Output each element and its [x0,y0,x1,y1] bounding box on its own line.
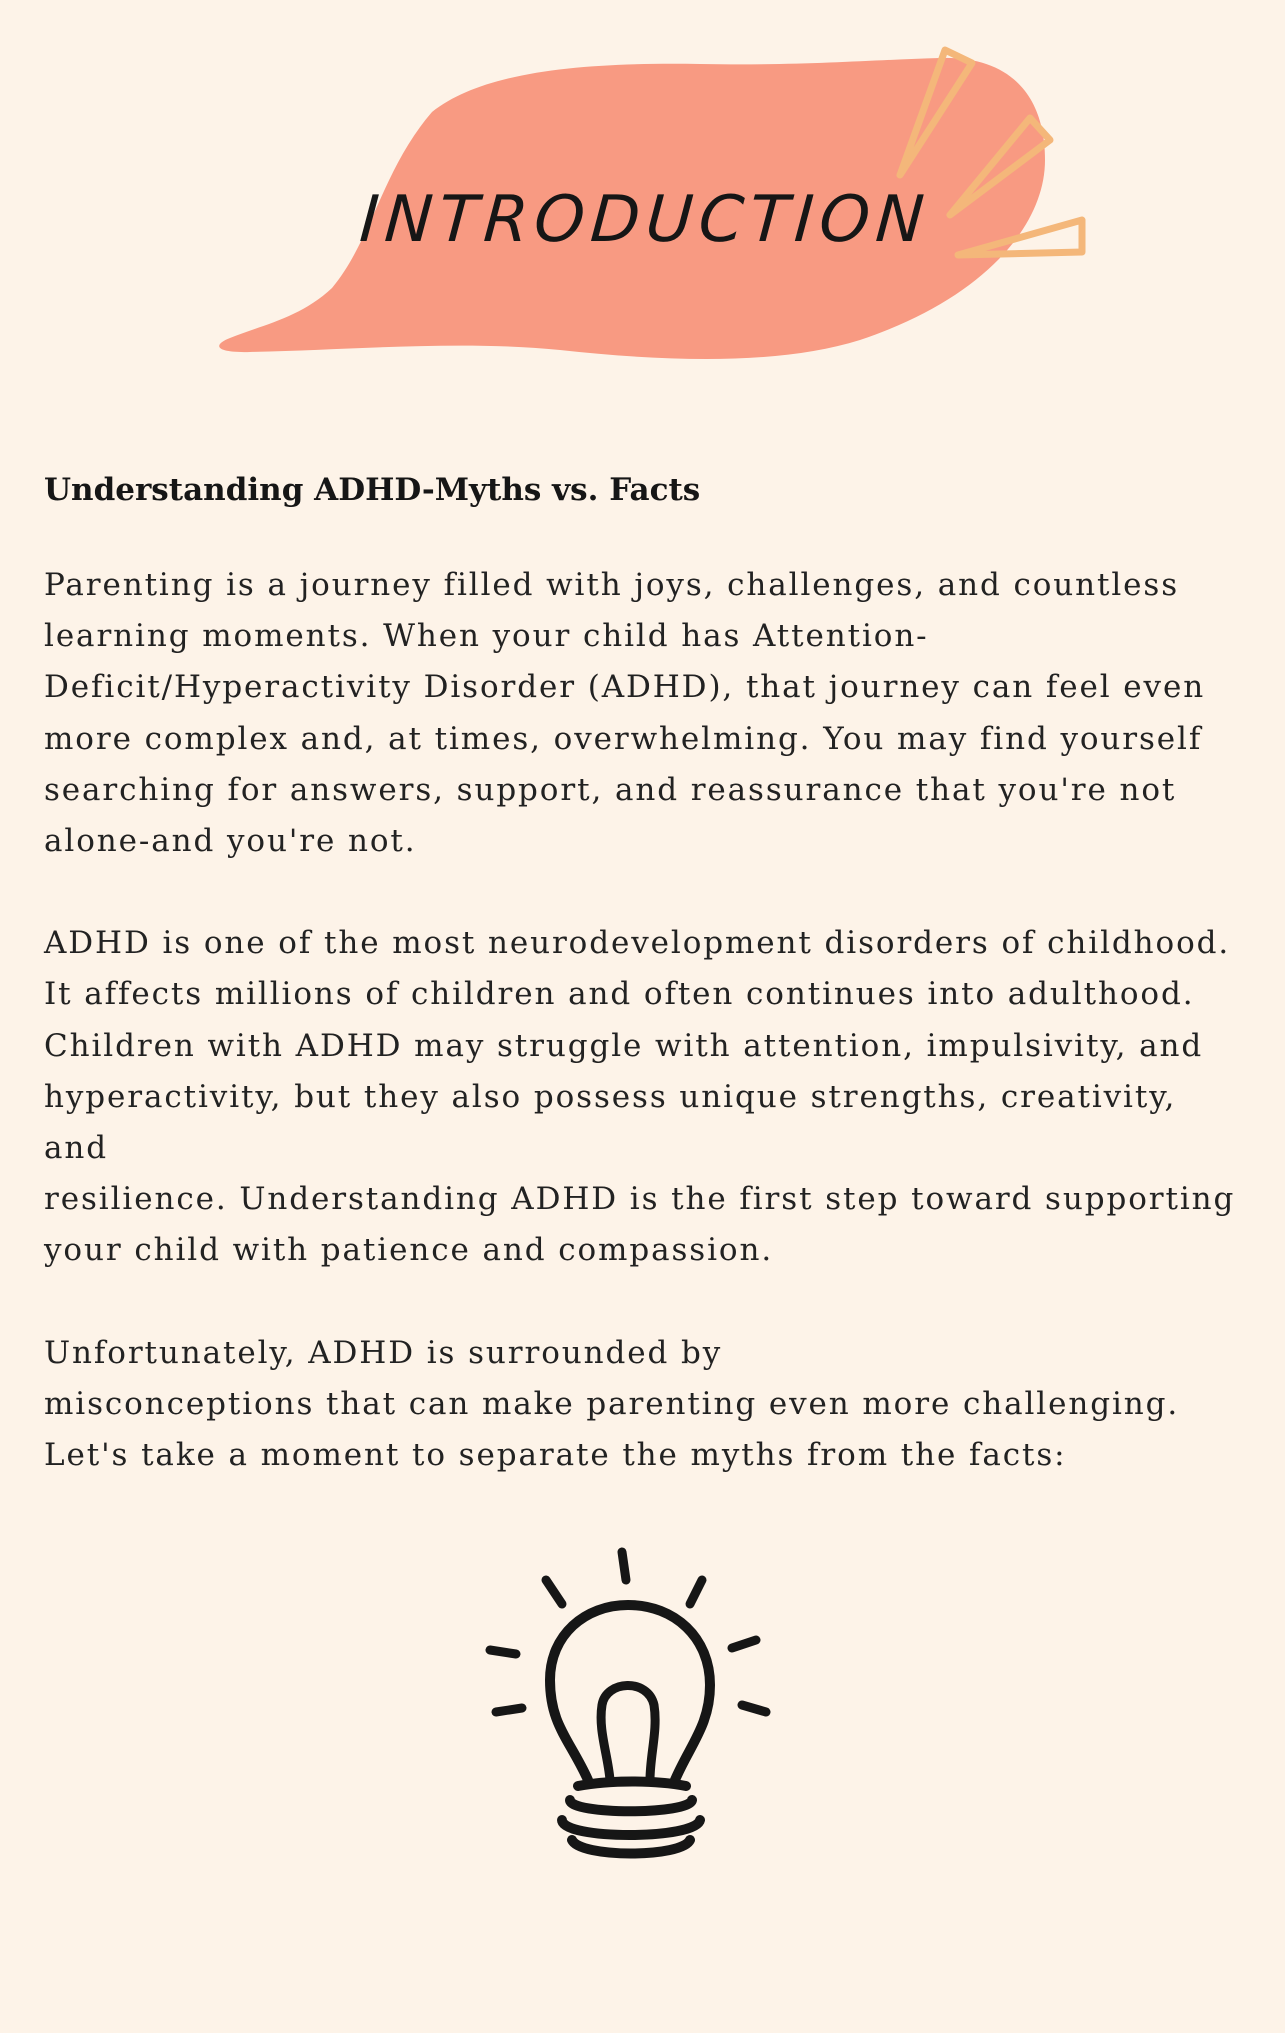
paragraph-adhd-overview: ADHD is one of the most neurodevelopment disorders of childhood. It affects millions of children and often continues into adulthood. Children with ADHD may struggle with attention, impulsivity, and hyperactivity, but they also possess unique strengths, creativity, and resilience. Understanding ADHD is the first step toward supporting your child with patience and compassion. [44,925,1236,1269]
article-body [44,470,1244,1532]
paragraph-myths-lead-in: Unfortunately, ADHD is surrounded by misconceptions that can make parenting even more challenging. Let's take a moment to separate the myths from the facts: [44,1334,1180,1474]
section-subtitle: Understanding ADHD-Myths vs. Facts [44,472,701,508]
page-title: INTRODUCTION [357,183,933,257]
lightbulb-icon [470,1540,790,1880]
paragraph-intro: Parenting is a journey filled with joys, challenges, and countless learning moments. When your child has Attention- Deficit/Hyperactivity Disorder (ADHD), that journey can feel even more complex and, at times, overwhelming. You may find yourself searching for answers, support, and reassurance that you're not alone-and you're not. [44,567,1206,860]
